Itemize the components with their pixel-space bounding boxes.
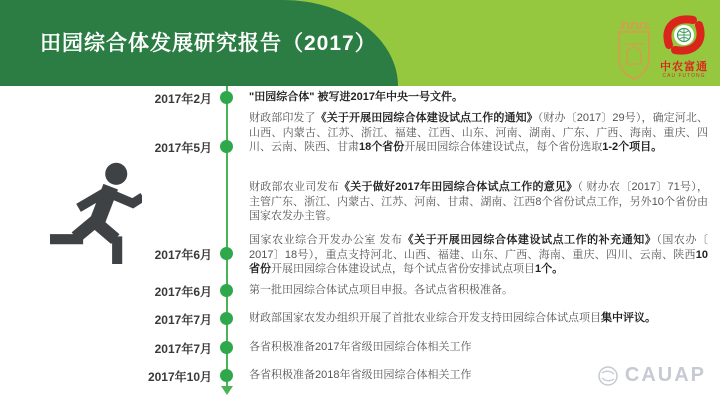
timeline-date: 2017年7月 xyxy=(154,313,212,327)
timeline-date: 2017年7月 xyxy=(154,342,212,356)
timeline-item-text: 财政部印发了《关于开展田园综合体建设试点工作的通知》（财办〔2017〕29号），确定河北、山西、内蒙古、江苏、浙江、福建、江西、山东、河南、湖南、广东、广西、海南、重庆、四川、云南、陕西、甘肃18个省份开展田园综合体建设试点，每个省份选取1-2个项目。 xyxy=(249,112,709,153)
timeline-date: 2017年6月 xyxy=(154,285,212,299)
timeline-date: 2017年5月 xyxy=(154,141,212,155)
page-title: 田园综合体发展研究报告（2017） xyxy=(40,32,377,55)
futong-logo-subtitle: CAU FUTONG xyxy=(662,73,706,79)
timeline-dot xyxy=(220,312,233,325)
cauap-watermark-text: CAUAP xyxy=(624,364,706,386)
timeline-dot xyxy=(220,91,233,104)
futong-logo xyxy=(658,14,710,80)
cauap-watermark xyxy=(597,364,706,387)
futong-logo-name: 中农富通 xyxy=(660,61,708,73)
timeline-dot xyxy=(220,247,233,260)
cauap-watermark-icon xyxy=(597,365,619,387)
futong-logo-icon xyxy=(661,14,707,56)
cau-emblem-icon xyxy=(616,20,652,87)
timeline-item-text: 财政部国家农发办组织开展了首批农业综合开发支持田园综合体试点项目集中评议。 xyxy=(249,312,656,324)
header-logos xyxy=(612,14,712,82)
timeline-dot xyxy=(220,341,233,354)
timeline-item-text: 各省积极准备2017年省级田园综合体相关工作 xyxy=(249,341,472,353)
timeline-date: 2017年2月 xyxy=(154,92,212,106)
timeline-dot xyxy=(220,284,233,297)
timeline-item-text: 国家农业综合开发办公室 发布《关于开展田园综合体建设试点工作的补充通知》（国农办〔 2017〕18号），重点支持河北、山西、福建、山东、广西、海南、重庆、四川、云南、陕西10省份开展田园综合体建设试点，每个试点省份安排试点项目1个。 xyxy=(249,234,709,275)
header-banner xyxy=(0,0,720,86)
timeline-item-text: "田园综合体" 被写进2017年中央一号文件。 xyxy=(249,91,463,103)
timeline-dot xyxy=(220,369,233,382)
timeline-item-text: 财政部农业司发布《关于做好2017年田园综合体试点工作的意见》（ 财办农〔2017〕71号），主管广东、浙江、内蒙古、江苏、河南、甘肃、湖南、江西8个省份试点工作，另外10个省份由国家农发办主管。 xyxy=(249,181,708,222)
timeline-date: 2017年6月 xyxy=(154,248,212,262)
timeline-dot xyxy=(220,140,233,153)
timeline-item-text: 第一批田园综合体试点项目申报。各试点省积极准备。 xyxy=(249,284,513,296)
timeline-date: 2017年10月 xyxy=(147,370,212,384)
timeline-arrow-icon xyxy=(221,386,233,395)
timeline-item-text: 各省积极准备2018年省级田园综合体相关工作 xyxy=(249,369,472,381)
